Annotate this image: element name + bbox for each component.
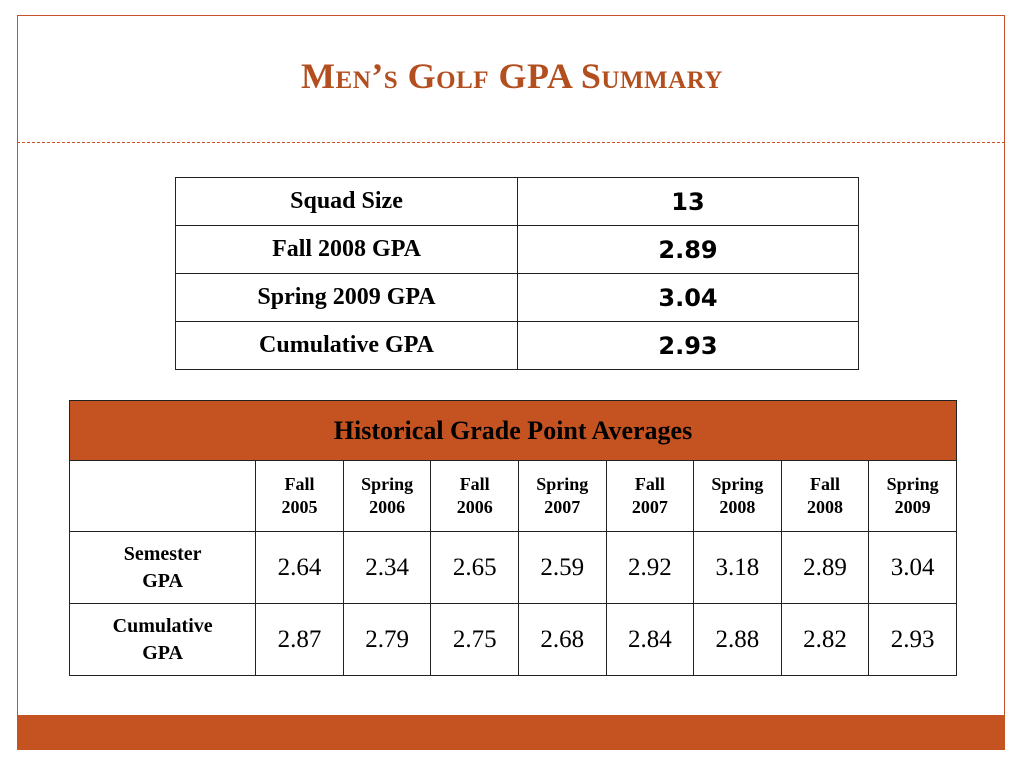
table-row xyxy=(176,178,859,226)
term-year: 2007 xyxy=(631,497,668,517)
summary-label: Spring 2009 GPA xyxy=(176,274,518,322)
gpa-cell: 2.34 xyxy=(343,532,431,604)
gpa-cell: 2.93 xyxy=(869,604,957,676)
history-table xyxy=(69,400,957,676)
term-season: Spring xyxy=(536,474,589,494)
term-year: 2006 xyxy=(456,497,493,517)
gpa-cell: 2.68 xyxy=(518,604,606,676)
term-season: Spring xyxy=(886,474,939,494)
history-heading-row xyxy=(70,401,957,461)
term-header xyxy=(869,461,957,532)
term-year: 2007 xyxy=(544,497,581,517)
term-season: Spring xyxy=(361,474,414,494)
summary-value: 13 xyxy=(518,178,859,226)
history-heading: Historical Grade Point Averages xyxy=(70,401,957,461)
gpa-cell: 2.59 xyxy=(518,532,606,604)
row-label-line1: Semester xyxy=(123,542,202,565)
gpa-cell: 2.92 xyxy=(606,532,694,604)
gpa-cell: 3.04 xyxy=(869,532,957,604)
gpa-cell: 2.88 xyxy=(694,604,782,676)
gpa-cell: 2.82 xyxy=(781,604,869,676)
term-year: 2005 xyxy=(281,497,318,517)
corner-cell xyxy=(70,461,256,532)
term-year: 2006 xyxy=(369,497,406,517)
term-header xyxy=(518,461,606,532)
title-divider xyxy=(17,142,1005,143)
term-season: Fall xyxy=(810,474,840,494)
term-header xyxy=(781,461,869,532)
page-title: Men’s Golf GPA Summary xyxy=(301,56,723,96)
term-header xyxy=(256,461,344,532)
term-header xyxy=(343,461,431,532)
term-year: 2009 xyxy=(894,497,931,517)
table-row xyxy=(70,532,957,604)
summary-label: Squad Size xyxy=(176,178,518,226)
gpa-cell: 3.18 xyxy=(694,532,782,604)
table-row xyxy=(176,322,859,370)
term-season: Fall xyxy=(634,474,665,494)
table-row xyxy=(176,274,859,322)
summary-table xyxy=(175,177,859,370)
term-season: Fall xyxy=(459,474,490,494)
term-header xyxy=(606,461,694,532)
term-season: Fall xyxy=(284,474,315,494)
gpa-cell: 2.84 xyxy=(606,604,694,676)
term-year: 2008 xyxy=(807,497,843,517)
row-label-line2: GPA xyxy=(142,569,183,592)
term-season: Spring xyxy=(711,474,764,494)
row-label-line2: GPA xyxy=(142,641,183,664)
summary-value: 2.89 xyxy=(518,226,859,274)
summary-value: 2.93 xyxy=(518,322,859,370)
table-row xyxy=(70,604,957,676)
gpa-cell: 2.64 xyxy=(256,532,344,604)
summary-label: Fall 2008 GPA xyxy=(176,226,518,274)
gpa-cell: 2.87 xyxy=(256,604,344,676)
term-year: 2008 xyxy=(719,497,756,517)
gpa-cell: 2.75 xyxy=(431,604,519,676)
gpa-cell: 2.89 xyxy=(781,532,869,604)
gpa-cell: 2.65 xyxy=(431,532,519,604)
summary-label: Cumulative GPA xyxy=(176,322,518,370)
term-header xyxy=(694,461,782,532)
row-label xyxy=(70,604,256,676)
gpa-cell: 2.79 xyxy=(343,604,431,676)
row-label-line1: Cumulative xyxy=(112,614,213,637)
bottom-accent-band xyxy=(17,715,1005,750)
term-header xyxy=(431,461,519,532)
row-label xyxy=(70,532,256,604)
summary-value: 3.04 xyxy=(518,274,859,322)
table-row xyxy=(176,226,859,274)
term-header-row xyxy=(70,461,957,532)
